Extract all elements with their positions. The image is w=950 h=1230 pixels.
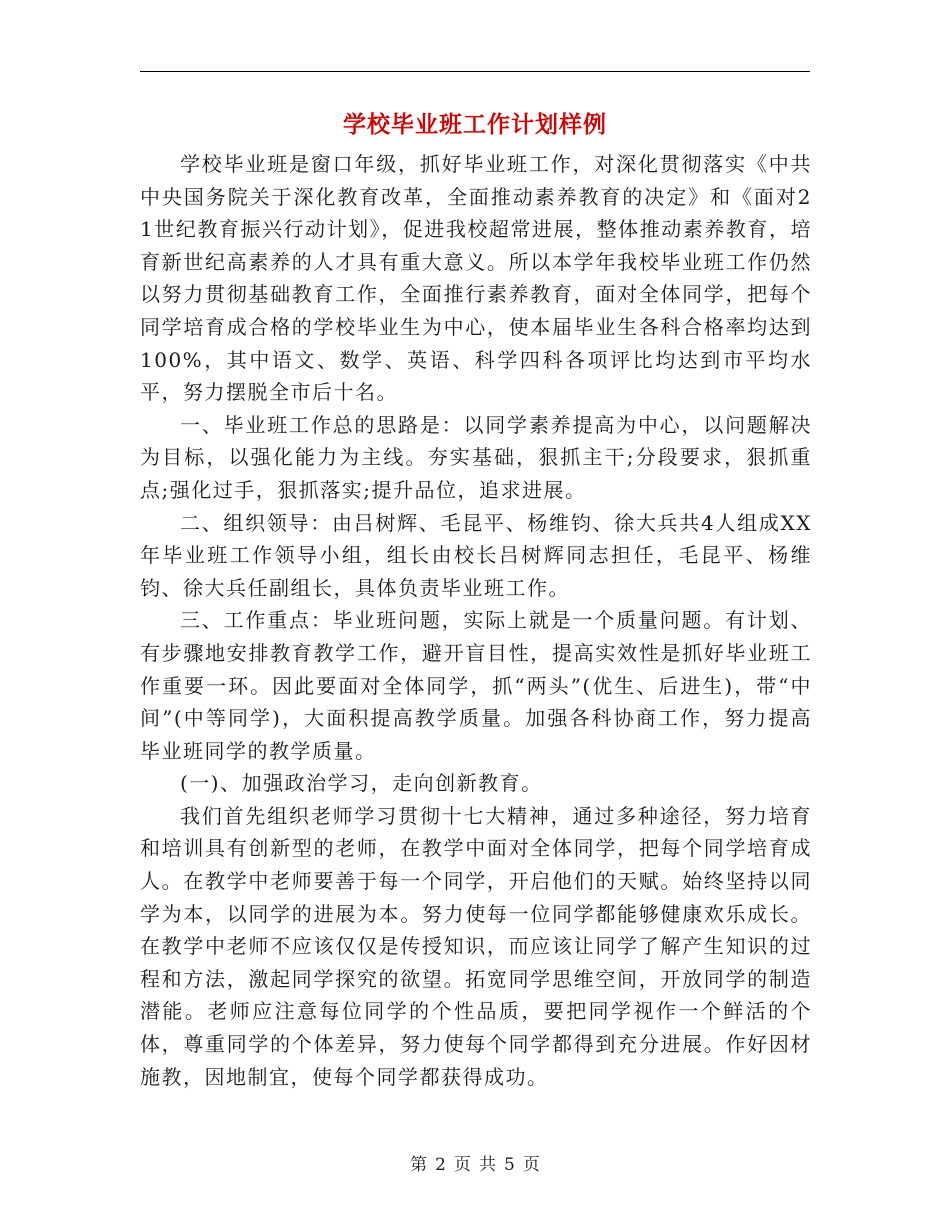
header-rule <box>140 71 810 72</box>
paragraph-approach: 一、毕业班工作总的思路是：以同学素养提高为中心，以问题解决为目标，以强化能力为主线。夯实基础，狠抓主干;分段要求，狠抓重点;强化过手，狠抓落实;提升品位，追求进展。 <box>140 412 812 502</box>
paragraph-teachers: 我们首先组织老师学习贯彻十七大精神，通过多种途径，努力培育和培训具有创新型的老师，在教学中面对全体同学，把每个同学培育成人。在教学中老师要善于每一个同学，开启他们的天赋。始终坚持以同学为本，以同学的进展为本。努力使每一位同学都能够健康欢乐成长。在教学中老师不应该仅仅是传授知识，而应该让同学了解产生知识的过程和方法，激起同学探究的欲望。拓宽同学思维空间，开放同学的制造潜能。老师应注意每位同学的个性品质，要把同学视作一个鲜活的个体，尊重同学的个体差异，努力使每个同学都得到充分进展。作好因材施教，因地制宜，使每个同学都获得成功。 <box>140 803 812 1089</box>
footer-total-prefix: 共 <box>479 1155 496 1175</box>
footer-total-pages: 5 <box>504 1155 515 1175</box>
document-body <box>140 148 812 1093</box>
footer-page-unit: 页 <box>454 1155 471 1175</box>
footer-page-number: 2 <box>435 1155 446 1175</box>
paragraph-intro: 学校毕业班是窗口年级，抓好毕业班工作，对深化贯彻落实《中共中央国务院关于深化教育改革，全面推动素养教育的决定》和《面对21世纪教育振兴行动计划》，促进我校超常进展，整体推动素养教育，培育新世纪高素养的人才具有重大意义。所以本学年我校毕业班工作仍然以努力贯彻基础教育工作，全面推行素养教育，面对全体同学，把每个同学培育成合格的学校毕业生为中心，使本届毕业生各科合格率均达到100%，其中语文、数学、英语、科学四科各项评比均达到市平均水平，努力摆脱全市后十名。 <box>140 152 812 405</box>
footer-prefix: 第 <box>410 1155 428 1175</box>
paragraph-subheading: (一)、加强政治学习，走向创新教育。 <box>180 771 543 796</box>
page-footer <box>140 1153 810 1177</box>
paragraph-focus: 三、工作重点：毕业班问题，实际上就是一个质量问题。有计划、有步骤地安排教育教学工作，避开盲目性，提高实效性是抓好毕业班工作重要一环。因此要面对全体同学，抓“两头”(优生、后进生)，带“中间”(中等同学)，大面积提高教学质量。加强各科协商工作，努力提高毕业班同学的教学质量。 <box>140 608 812 763</box>
footer-total-unit: 页 <box>522 1155 540 1175</box>
document-title: 学校毕业班工作计划样例 <box>343 111 607 138</box>
paragraph-organization: 二、组织领导：由吕树辉、毛昆平、杨维钧、徐大兵共4人组成XX年毕业班工作领导小组，组长由校长吕树辉同志担任，毛昆平、杨维钧、徐大兵任副组长，具体负责毕业班工作。 <box>140 510 812 600</box>
